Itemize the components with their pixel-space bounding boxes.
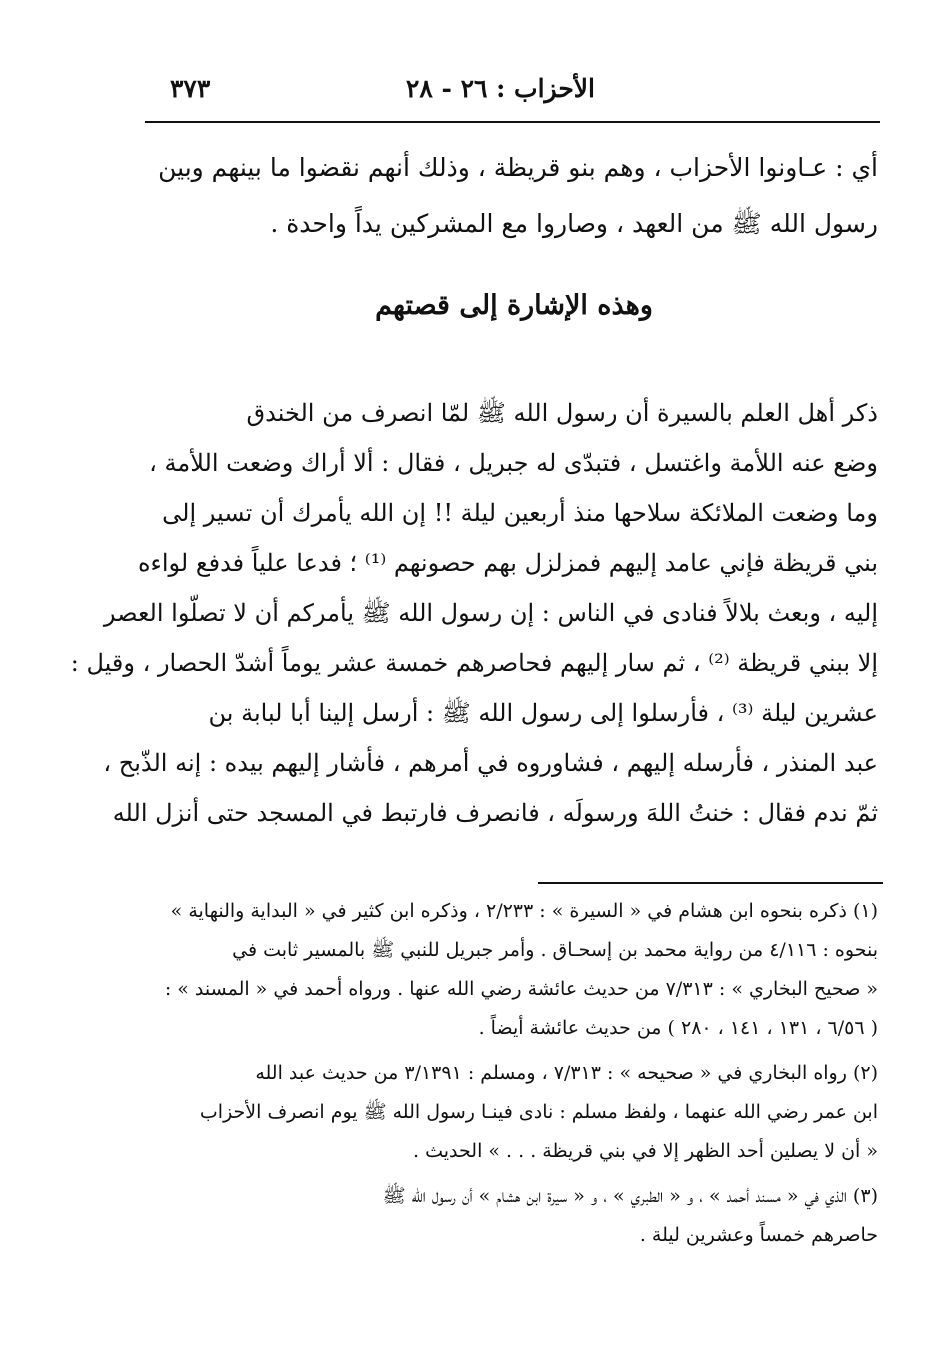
- running-header: [150, 74, 885, 110]
- intro-paragraph: [150, 140, 878, 252]
- footnote-line: (٢) رواه البخاري في « صحيحه » : ٧/٣١٣ ، ومسلم : ٣/١٣٩١ من حديث عبد الله: [255, 1062, 878, 1084]
- footnote-line: « أن لا يصلين أحد الظهر إلا في بني قريظة . . . » الحديث .: [413, 1140, 878, 1162]
- text-line: إلا ببني قريظة ⁽²⁾ ، ثم سار إليهم فحاصرهم خمسة عشر يوماً أشدّ الحصار ، وقيل :: [70, 649, 878, 677]
- footnote-line: (٣) الذي في « مسند أحمد » ، و « الطبري » ، و « سيرة ابن هشام » أن رسول الله ﷺ: [382, 1185, 878, 1207]
- footnote-line: ابن عمر رضي الله عنهما ، ولفظ مسلم : نادى فينـا رسول الله ﷺ يوم انصرف الأحزاب: [199, 1101, 878, 1123]
- text-line: بني قريظة فإني عامد إليهم فمزلزل بهم حصونهم ⁽¹⁾ ؛ فدعا علياً فدفع لواءه: [137, 549, 878, 577]
- footnote-divider: [538, 882, 883, 884]
- footnote-2: [150, 1054, 878, 1171]
- section-heading: وهذه الإشارة إلى قصتهم: [375, 290, 653, 321]
- text-line: ثمّ ندم فقال : خنتُ اللهَ ورسولَه ، فانصرف فارتبط في المسجد حتى أنزل الله: [112, 799, 878, 827]
- text-line: رسول الله ﷺ من العهد ، وصاروا مع المشركين يداً واحدة .: [270, 209, 878, 238]
- text-line: وما وضعت الملائكة سلاحها منذ أربعين ليلة !! إن الله يأمرك أن تسير إلى: [162, 499, 878, 527]
- text-line: ذكر أهل العلم بالسيرة أن رسول الله ﷺ لمّا انصرف من الخندق: [246, 399, 878, 427]
- footnote-line: « صحيح البخاري » : ٧/٣١٣ من حديث عائشة رضي الله عنها . ورواه أحمد في « المسند » :: [164, 978, 878, 1000]
- footnotes: [150, 892, 878, 1261]
- page-number: ٣٧٣: [170, 74, 211, 103]
- footnote-3: [150, 1177, 878, 1255]
- text-line: أي : عـاونوا الأحزاب ، وهم بنو قريظة ، وذلك أنهم نقضوا ما بينهم وبين: [158, 153, 878, 182]
- footnote-line: (١) ذكره بنحوه ابن هشام في « السيرة » : ٢/٢٣٣ ، وذكره ابن كثير في « البداية والنهاية »: [170, 900, 878, 922]
- footnote-line: بنحوه : ٤/١١٦ من رواية محمد بن إسحـاق . وأمر جبريل للنبي ﷺ بالمسير ثابت في: [232, 939, 878, 961]
- footnote-line: حاصرهم خمساً وعشرين ليلة .: [639, 1224, 878, 1246]
- main-paragraph: [70, 388, 878, 838]
- text-line: إليه ، وبعث بلالاً فنادى في الناس : إن رسول الله ﷺ يأمركم أن لا تصلّوا العصر: [103, 599, 878, 627]
- running-title: الأحزاب : ٢٦ - ٢٨: [405, 74, 595, 103]
- footnote-line: ( ٦/٥٦ ، ١٣١ ، ١٤١ ، ٢٨٠ ) من حديث عائشة أيضاً .: [478, 1017, 878, 1039]
- footnote-1: [150, 892, 878, 1048]
- header-divider: [145, 121, 880, 123]
- text-line: عشرين ليلة ⁽³⁾ ، فأرسلوا إلى رسول الله ﷺ : أرسل إلينا أبا لبابة بن: [208, 699, 878, 727]
- text-line: وضع عنه اللأمة واغتسل ، فتبدّى له جبريل ، فقال : ألا أراك وضعت اللأمة ،: [149, 449, 878, 477]
- text-line: عبد المنذر ، فأرسله إليهم ، فشاوروه في أمرهم ، فأشار إليهم بيده : إنه الذّبح ،: [103, 749, 878, 777]
